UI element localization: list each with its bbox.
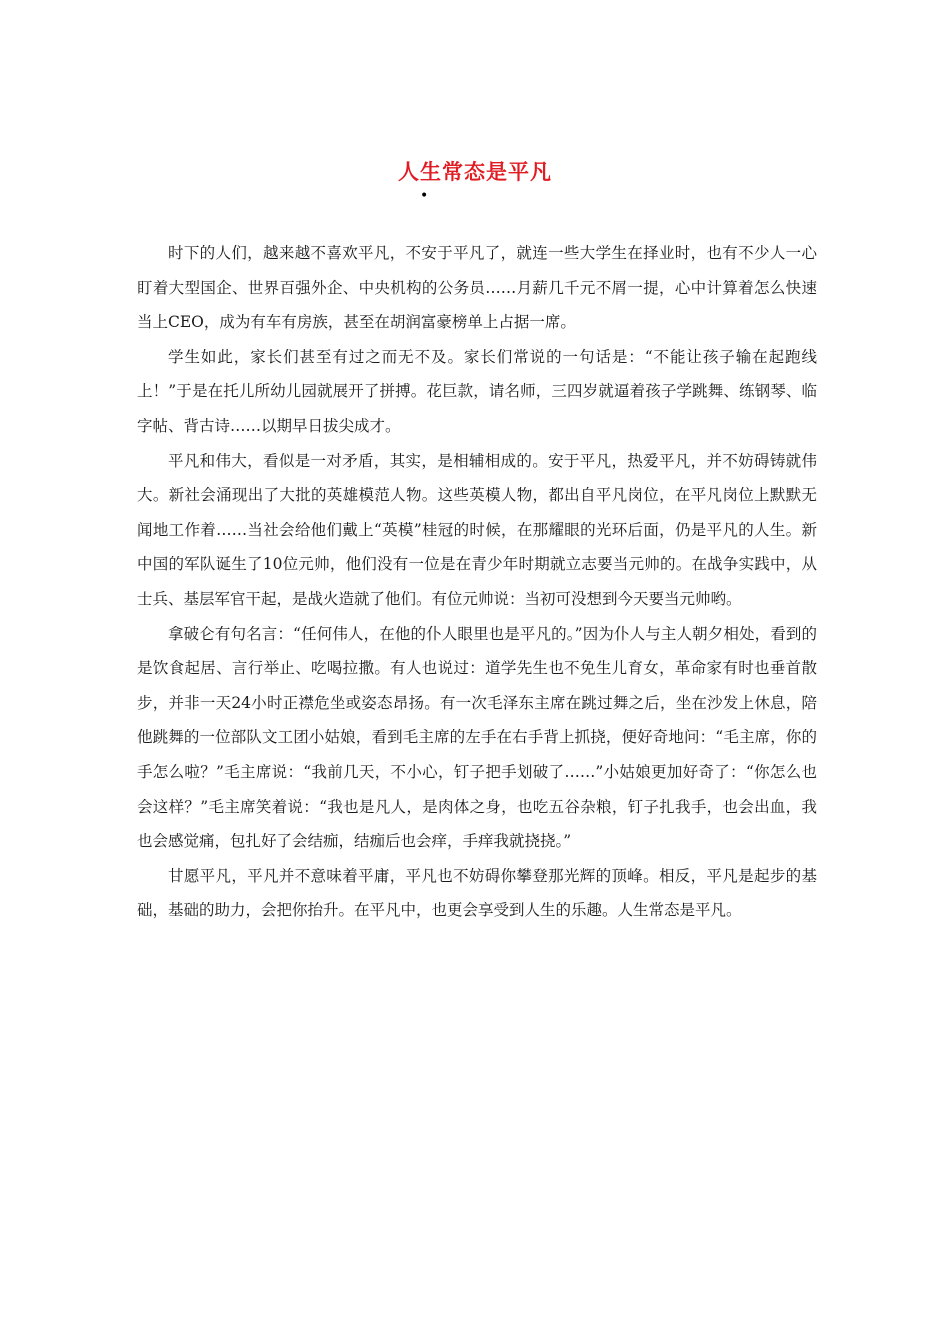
paragraph-3: 平凡和伟大，看似是一对矛盾，其实，是相辅相成的。安于平凡，热爱平凡，并不妨碍铸就伟大。新社会涌现出了大批的英雄模范人物。这些英模人物，都出自平凡岗位，在平凡岗位上默默无闻地工作着……当社会给他们戴上“英模”桂冠的时候，在那耀眼的光环后面，仍是平凡的人生。新中国的军队诞生了10位元帅，他们没有一位是在青少年时期就立志要当元帅的。在战争实践中，从士兵、基层军官干起，是战火造就了他们。有位元帅说：当初可没想到今天要当元帅哟。 [137,451,817,608]
paragraph-2: 学生如此，家长们甚至有过之而无不及。家长们常说的一句话是：“不能让孩子输在起跑线上！”于是在托儿所幼儿园就展开了拼搏。花巨款，请名师，三四岁就逼着孩子学跳舞、练钢琴、临字帖、背古诗……以期早日拔尖成才。 [137,347,817,435]
document-title: 人生常态是平凡 [398,159,552,184]
paragraph-1: 时下的人们，越来越不喜欢平凡，不安于平凡了，就连一些大学生在择业时，也有不少人一心盯着大型国企、世界百强外企、中央机构的公务员……月薪几千元不屑一提，心中计算着怎么快速当上CEO，成为有车有房族，甚至在胡润富豪榜单上占据一席。 [137,244,817,332]
paragraph-5: 甘愿平凡，平凡并不意味着平庸，平凡也不妨碍你攀登那光辉的顶峰。相反，平凡是起步的基础，基础的助力，会把你抬升。在平凡中，也更会享受到人生的乐趣。人生常态是平凡。 [137,866,817,920]
paragraph-4: 拿破仑有句名言：“任何伟人，在他的仆人眼里也是平凡的。”因为仆人与主人朝夕相处，看到的是饮食起居、言行举止、吃喝拉撒。有人也说过：道学先生也不免生儿育女，革命家有时也垂首散步，并非一天24小时正襟危坐或姿态昂扬。有一次毛泽东主席在跳过舞之后，坐在沙发上休息，陪他跳舞的一位部队文工团小姑娘，看到毛主席的左手在右手背上抓挠，便好奇地问：“毛主席，你的手怎么啦？”毛主席说：“我前几天，不小心，钉子把手划破了……”小姑娘更加好奇了：“你怎么也会这样？”毛主席笑着说：“我也是凡人，是肉体之身，也吃五谷杂粮，钉子扎我手，也会出血，我也会感觉痛，包扎好了会结痂，结痂后也会痒，手痒我就挠挠。” [137,624,817,851]
document-body [137,236,817,928]
bullet-mark: • [420,188,429,204]
